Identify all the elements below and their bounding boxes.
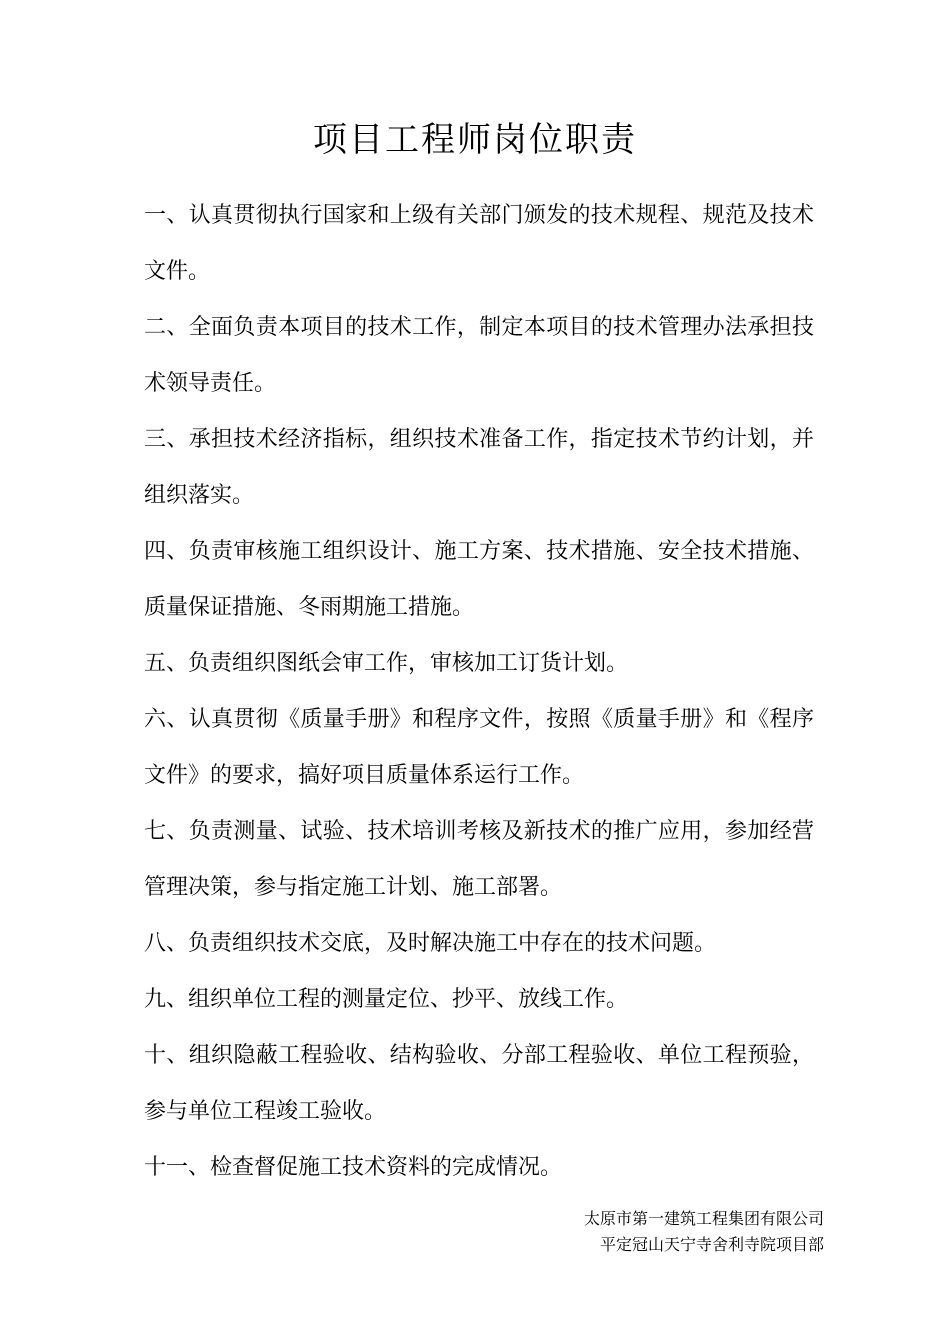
duty-paragraph-6: 六、认真贯彻《质量手册》和程序文件，按照《质量手册》和《程序文件》的要求，搞好项目质量体系运行工作。 [144, 707, 814, 788]
duty-paragraph-10: 十、组织隐蔽工程验收、结构验收、分部工程验收、单位工程预验，参与单位工程竣工验收。 [144, 1043, 814, 1124]
duty-paragraph-5: 五、负责组织图纸会审工作，审核加工订货计划。 [144, 651, 629, 676]
duty-paragraph-9: 九、组织单位工程的测量定位、抄平、放线工作。 [144, 987, 629, 1012]
duty-paragraph-1: 一、认真贯彻执行国家和上级有关部门颁发的技术规程、规范及技术文件。 [144, 203, 814, 284]
duty-paragraph-2: 二、全面负责本项目的技术工作，制定本项目的技术管理办法承担技术领导责任。 [144, 315, 814, 396]
document-footer [584, 1206, 824, 1258]
document-body [144, 188, 814, 1196]
duty-paragraph-8: 八、负责组织技术交底，及时解决施工中存在的技术问题。 [144, 931, 717, 956]
footer-department: 平定冠山天宁寺舍利寺院项目部 [599, 1235, 824, 1254]
duty-paragraph-7: 七、负责测量、试验、技术培训考核及新技术的推广应用，参加经营管理决策，参与指定施工计划、施工部署。 [144, 819, 814, 900]
duty-paragraph-4: 四、负责审核施工组织设计、施工方案、技术措施、安全技术措施、质量保证措施、冬雨期施工措施。 [144, 539, 814, 620]
duty-paragraph-11: 十一、检查督促施工技术资料的完成情况。 [144, 1155, 563, 1180]
footer-company: 太原市第一建筑工程集团有限公司 [583, 1209, 824, 1228]
duty-paragraph-3: 三、承担技术经济指标，组织技术准备工作，指定技术节约计划，并组织落实。 [144, 427, 814, 508]
document-title: 项目工程师岗位职责 [313, 120, 637, 160]
